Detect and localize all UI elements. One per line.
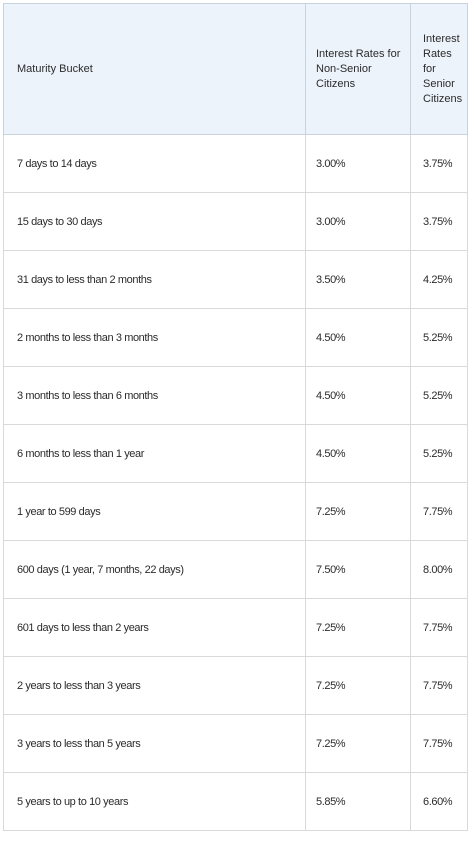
non-senior-rate-cell: 4.50%: [306, 425, 411, 483]
senior-rate-cell: 3.75%: [411, 135, 468, 193]
table-row: [4, 193, 468, 251]
senior-rate-cell: 5.25%: [411, 309, 468, 367]
header-maturity-bucket: Maturity Bucket: [4, 4, 306, 135]
table-row: [4, 135, 468, 193]
maturity-bucket-cell: 3 months to less than 6 months: [4, 367, 306, 425]
senior-rate-cell: 7.75%: [411, 657, 468, 715]
non-senior-rate-cell: 3.50%: [306, 251, 411, 309]
non-senior-rate-cell: 3.00%: [306, 193, 411, 251]
non-senior-rate-cell: 5.85%: [306, 773, 411, 831]
table-row: [4, 425, 468, 483]
table-row: [4, 251, 468, 309]
interest-rate-table-container: [3, 3, 467, 831]
non-senior-rate-cell: 7.25%: [306, 483, 411, 541]
table-row: [4, 715, 468, 773]
maturity-bucket-cell: 1 year to 599 days: [4, 483, 306, 541]
header-senior-rate: Interest Rates for Senior Citizens: [411, 4, 468, 135]
senior-rate-cell: 4.25%: [411, 251, 468, 309]
non-senior-rate-cell: 7.25%: [306, 715, 411, 773]
maturity-bucket-cell: 7 days to 14 days: [4, 135, 306, 193]
non-senior-rate-cell: 4.50%: [306, 309, 411, 367]
senior-rate-cell: 7.75%: [411, 483, 468, 541]
interest-rate-table: [3, 3, 468, 831]
header-non-senior-rate: Interest Rates for Non-Senior Citizens: [306, 4, 411, 135]
table-row: [4, 483, 468, 541]
maturity-bucket-cell: 5 years to up to 10 years: [4, 773, 306, 831]
maturity-bucket-cell: 31 days to less than 2 months: [4, 251, 306, 309]
maturity-bucket-cell: 15 days to 30 days: [4, 193, 306, 251]
senior-rate-cell: 5.25%: [411, 367, 468, 425]
senior-rate-cell: 7.75%: [411, 715, 468, 773]
header-row: [4, 4, 468, 135]
maturity-bucket-cell: 3 years to less than 5 years: [4, 715, 306, 773]
table-row: [4, 599, 468, 657]
non-senior-rate-cell: 4.50%: [306, 367, 411, 425]
maturity-bucket-cell: 6 months to less than 1 year: [4, 425, 306, 483]
senior-rate-cell: 3.75%: [411, 193, 468, 251]
table-header: [4, 4, 468, 135]
table-row: [4, 367, 468, 425]
senior-rate-cell: 6.60%: [411, 773, 468, 831]
maturity-bucket-cell: 2 years to less than 3 years: [4, 657, 306, 715]
table-row: [4, 773, 468, 831]
table-row: [4, 541, 468, 599]
table-row: [4, 309, 468, 367]
non-senior-rate-cell: 7.25%: [306, 657, 411, 715]
non-senior-rate-cell: 7.25%: [306, 599, 411, 657]
table-body: [4, 135, 468, 831]
senior-rate-cell: 5.25%: [411, 425, 468, 483]
non-senior-rate-cell: 3.00%: [306, 135, 411, 193]
non-senior-rate-cell: 7.50%: [306, 541, 411, 599]
maturity-bucket-cell: 601 days to less than 2 years: [4, 599, 306, 657]
maturity-bucket-cell: 2 months to less than 3 months: [4, 309, 306, 367]
senior-rate-cell: 7.75%: [411, 599, 468, 657]
maturity-bucket-cell: 600 days (1 year, 7 months, 22 days): [4, 541, 306, 599]
senior-rate-cell: 8.00%: [411, 541, 468, 599]
table-row: [4, 657, 468, 715]
